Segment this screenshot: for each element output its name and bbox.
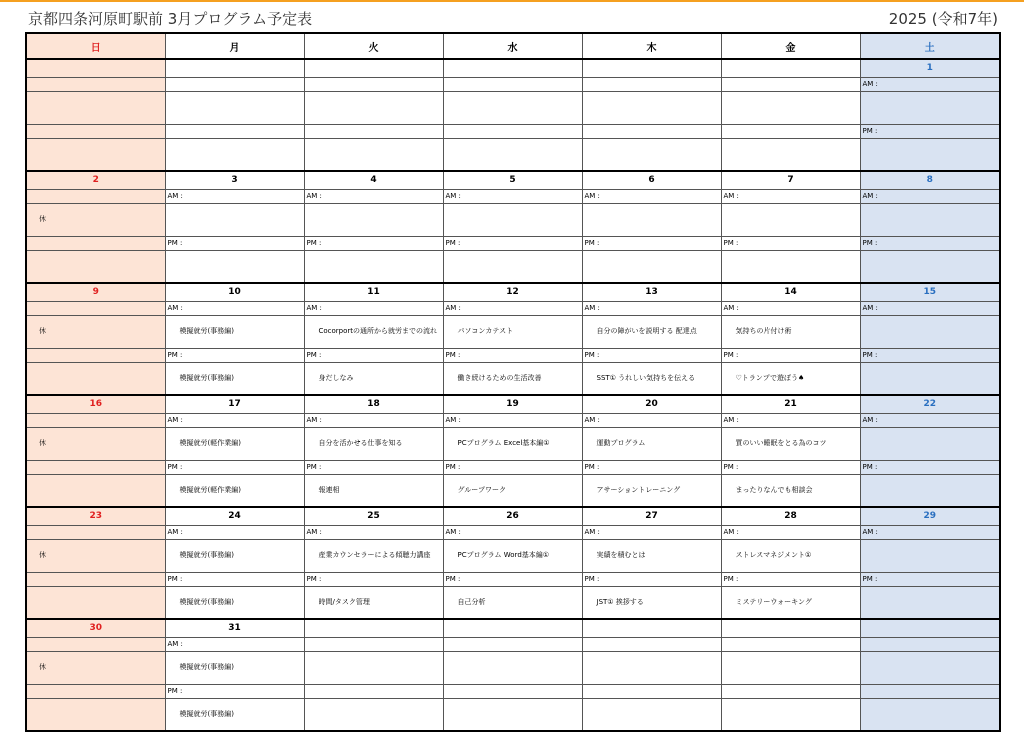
week-4-amlab-row (26, 413, 1000, 427)
pm-program (860, 698, 1000, 731)
am-label: AM : (860, 189, 1000, 203)
pm-label (304, 684, 443, 698)
week-1-amlab-row (26, 77, 1000, 91)
am-label (26, 301, 165, 315)
week-6-date-row (26, 619, 1000, 637)
date-cell: 28 (721, 507, 860, 525)
pm-program: 報連相 (304, 474, 443, 507)
date-cell: 15 (860, 283, 1000, 301)
am-program (582, 203, 721, 236)
week-6-am-row (26, 651, 1000, 684)
pm-program (443, 698, 582, 731)
am-program: 模擬就労(事務編) (165, 315, 304, 348)
am-label: AM : (443, 525, 582, 539)
week-6-pm-row (26, 698, 1000, 731)
pm-label (26, 684, 165, 698)
week-3-pm-row (26, 362, 1000, 395)
am-program (721, 91, 860, 124)
date-cell: 13 (582, 283, 721, 301)
am-label: AM : (582, 413, 721, 427)
am-label (304, 77, 443, 91)
pm-label: PM : (304, 572, 443, 586)
date-cell: 17 (165, 395, 304, 413)
am-label: AM : (860, 301, 1000, 315)
pm-program: アサーショントレーニング (582, 474, 721, 507)
date-cell (443, 619, 582, 637)
am-label: AM : (443, 189, 582, 203)
pm-program (26, 250, 165, 283)
pm-label: PM : (721, 572, 860, 586)
date-cell (304, 619, 443, 637)
week-3-date-row (26, 283, 1000, 301)
pm-label: PM : (443, 348, 582, 362)
pm-program (721, 138, 860, 171)
date-cell: 23 (26, 507, 165, 525)
am-program (304, 91, 443, 124)
pm-program: ♡トランプで遊ぼう♠ (721, 362, 860, 395)
week-4-pmlab-row (26, 460, 1000, 474)
pm-label: PM : (582, 572, 721, 586)
week-5-am-row (26, 539, 1000, 572)
weekday-header-mon: 月 (165, 33, 304, 59)
pm-program (582, 250, 721, 283)
pm-program (860, 586, 1000, 619)
pm-program: 模擬就労(事務編) (165, 698, 304, 731)
pm-program (26, 698, 165, 731)
date-cell: 10 (165, 283, 304, 301)
am-label: AM : (582, 525, 721, 539)
am-program (721, 203, 860, 236)
am-program (860, 539, 1000, 572)
pm-program: 模擬就労(事務編) (165, 586, 304, 619)
am-label: AM : (721, 413, 860, 427)
am-program: 気持ちの片付け術 (721, 315, 860, 348)
date-cell: 4 (304, 171, 443, 189)
am-program: PCプログラム Excel基本編① (443, 427, 582, 460)
am-label (26, 77, 165, 91)
am-label (26, 525, 165, 539)
week-2-pmlab-row (26, 236, 1000, 250)
am-label: AM : (165, 637, 304, 651)
pm-label: PM : (443, 236, 582, 250)
pm-label: PM : (443, 460, 582, 474)
date-cell: 7 (721, 171, 860, 189)
am-label: AM : (165, 525, 304, 539)
date-cell: 31 (165, 619, 304, 637)
pm-label: PM : (721, 460, 860, 474)
date-cell: 8 (860, 171, 1000, 189)
pm-program: まったりなんでも相談会 (721, 474, 860, 507)
am-program: 実績を積むとは (582, 539, 721, 572)
am-label (721, 77, 860, 91)
pm-program (26, 362, 165, 395)
pm-label: PM : (165, 684, 304, 698)
calendar-body (26, 59, 1000, 731)
pm-label: PM : (165, 460, 304, 474)
week-5-pm-row (26, 586, 1000, 619)
week-1-pm-row (26, 138, 1000, 171)
week-2-amlab-row (26, 189, 1000, 203)
pm-program: ミステリーウォーキング (721, 586, 860, 619)
am-program (165, 91, 304, 124)
pm-label (721, 124, 860, 138)
am-label: AM : (165, 301, 304, 315)
date-cell (165, 59, 304, 77)
pm-label: PM : (165, 348, 304, 362)
pm-label: PM : (721, 236, 860, 250)
week-1-pmlab-row (26, 124, 1000, 138)
pm-program (26, 474, 165, 507)
pm-program (165, 250, 304, 283)
page-header (28, 6, 998, 30)
am-program (443, 651, 582, 684)
week-4-pm-row (26, 474, 1000, 507)
date-cell: 27 (582, 507, 721, 525)
am-program: PCプログラム Word基本編① (443, 539, 582, 572)
pm-program (165, 138, 304, 171)
pm-label: PM : (443, 572, 582, 586)
date-cell: 29 (860, 507, 1000, 525)
am-label (582, 637, 721, 651)
am-program: パソコンカテスト (443, 315, 582, 348)
pm-label: PM : (721, 348, 860, 362)
am-label (443, 77, 582, 91)
pm-label: PM : (860, 236, 1000, 250)
am-program: 運動プログラム (582, 427, 721, 460)
pm-program: グループワーク (443, 474, 582, 507)
holiday-label: 休 (26, 539, 165, 572)
am-program: 模擬就労(軽作業編) (165, 427, 304, 460)
am-program: 自分の障がいを説明する 配達点 (582, 315, 721, 348)
weekday-header-fri: 金 (721, 33, 860, 59)
am-program (860, 203, 1000, 236)
weekday-header-tue: 火 (304, 33, 443, 59)
pm-label: PM : (304, 348, 443, 362)
pm-label (443, 684, 582, 698)
pm-label (26, 124, 165, 138)
schedule-calendar (25, 32, 1001, 732)
weekday-header-wed: 水 (443, 33, 582, 59)
week-2-date-row (26, 171, 1000, 189)
year-label: 2025 (令和7年) (888, 10, 998, 28)
pm-program (26, 586, 165, 619)
am-program: Cocorportの通所から就労までの流れ (304, 315, 443, 348)
page-title: 京都四条河原町駅前 3月プログラム予定表 (28, 10, 313, 28)
pm-program: 働き続けるための生活改善 (443, 362, 582, 395)
holiday-label: 休 (26, 203, 165, 236)
pm-program (304, 698, 443, 731)
pm-program: 時間/タスク管理 (304, 586, 443, 619)
am-label: AM : (165, 413, 304, 427)
am-label: AM : (721, 301, 860, 315)
pm-program (443, 250, 582, 283)
date-cell: 16 (26, 395, 165, 413)
pm-program: 模擬就労(軽作業編) (165, 474, 304, 507)
pm-label (443, 124, 582, 138)
week-5-date-row (26, 507, 1000, 525)
date-cell: 14 (721, 283, 860, 301)
am-label (443, 637, 582, 651)
date-cell: 19 (443, 395, 582, 413)
week-6-amlab-row (26, 637, 1000, 651)
pm-program: SST① うれしい気持ちを伝える (582, 362, 721, 395)
week-6-pmlab-row (26, 684, 1000, 698)
holiday-label: 休 (26, 651, 165, 684)
am-label: AM : (304, 301, 443, 315)
pm-label (582, 684, 721, 698)
date-cell: 22 (860, 395, 1000, 413)
date-cell: 5 (443, 171, 582, 189)
pm-label (26, 572, 165, 586)
date-cell: 11 (304, 283, 443, 301)
pm-label: PM : (165, 572, 304, 586)
weekday-header-thu: 木 (582, 33, 721, 59)
am-program: 自分を活かせる仕事を知る (304, 427, 443, 460)
pm-label (304, 124, 443, 138)
am-program (304, 203, 443, 236)
am-program (165, 203, 304, 236)
pm-program: 自己分析 (443, 586, 582, 619)
pm-label (26, 236, 165, 250)
pm-program (443, 138, 582, 171)
pm-program (860, 250, 1000, 283)
am-program (721, 651, 860, 684)
am-label: AM : (721, 189, 860, 203)
am-label (26, 189, 165, 203)
am-program (582, 651, 721, 684)
pm-label: PM : (860, 572, 1000, 586)
pm-program (304, 138, 443, 171)
am-program (860, 315, 1000, 348)
pm-program (860, 474, 1000, 507)
date-cell: 30 (26, 619, 165, 637)
pm-label (582, 124, 721, 138)
am-label: AM : (860, 77, 1000, 91)
date-cell (304, 59, 443, 77)
date-cell: 12 (443, 283, 582, 301)
date-cell: 25 (304, 507, 443, 525)
week-1-am-row (26, 91, 1000, 124)
pm-program: 模擬就労(事務編) (165, 362, 304, 395)
am-label (582, 77, 721, 91)
week-3-amlab-row (26, 301, 1000, 315)
date-cell: 3 (165, 171, 304, 189)
am-label (26, 413, 165, 427)
am-label (721, 637, 860, 651)
week-3-pmlab-row (26, 348, 1000, 362)
date-cell: 24 (165, 507, 304, 525)
date-cell: 18 (304, 395, 443, 413)
date-cell: 9 (26, 283, 165, 301)
am-label: AM : (443, 413, 582, 427)
date-cell: 26 (443, 507, 582, 525)
am-program (26, 91, 165, 124)
week-2-pm-row (26, 250, 1000, 283)
pm-label (26, 348, 165, 362)
date-cell (860, 619, 1000, 637)
am-program (443, 91, 582, 124)
date-cell (26, 59, 165, 77)
date-cell (443, 59, 582, 77)
date-cell: 21 (721, 395, 860, 413)
am-program (443, 203, 582, 236)
date-cell (721, 619, 860, 637)
pm-label: PM : (582, 348, 721, 362)
top-accent-bar (0, 0, 1024, 2)
weekday-header-sun: 日 (26, 33, 165, 59)
am-program (860, 651, 1000, 684)
pm-program (582, 698, 721, 731)
pm-label (165, 124, 304, 138)
pm-program (721, 698, 860, 731)
week-1-date-row (26, 59, 1000, 77)
pm-label: PM : (860, 460, 1000, 474)
am-label: AM : (304, 413, 443, 427)
week-4-date-row (26, 395, 1000, 413)
pm-label (721, 684, 860, 698)
pm-program (721, 250, 860, 283)
pm-program (582, 138, 721, 171)
pm-program (860, 362, 1000, 395)
am-label: AM : (165, 189, 304, 203)
week-5-pmlab-row (26, 572, 1000, 586)
pm-label: PM : (582, 236, 721, 250)
pm-label: PM : (582, 460, 721, 474)
date-cell: 6 (582, 171, 721, 189)
am-label: AM : (443, 301, 582, 315)
pm-label: PM : (304, 460, 443, 474)
am-program: ストレスマネジメント① (721, 539, 860, 572)
am-program (860, 427, 1000, 460)
am-program: 模擬就労(事務編) (165, 651, 304, 684)
date-cell: 20 (582, 395, 721, 413)
pm-program: 身だしなみ (304, 362, 443, 395)
pm-program (304, 250, 443, 283)
pm-program (26, 138, 165, 171)
pm-label: PM : (304, 236, 443, 250)
holiday-label: 休 (26, 315, 165, 348)
pm-label: PM : (165, 236, 304, 250)
pm-label: PM : (860, 124, 1000, 138)
am-label: AM : (304, 189, 443, 203)
week-5-amlab-row (26, 525, 1000, 539)
am-label: AM : (304, 525, 443, 539)
am-label (165, 77, 304, 91)
holiday-label: 休 (26, 427, 165, 460)
week-3-am-row (26, 315, 1000, 348)
pm-program: JST① 挨拶する (582, 586, 721, 619)
week-4-am-row (26, 427, 1000, 460)
date-cell: 1 (860, 59, 1000, 77)
am-label: AM : (582, 301, 721, 315)
am-label (860, 637, 1000, 651)
pm-program (860, 138, 1000, 171)
pm-label: PM : (860, 348, 1000, 362)
am-program: 質のいい睡眠をとる為のコツ (721, 427, 860, 460)
weekday-header-sat: 土 (860, 33, 1000, 59)
date-cell (582, 59, 721, 77)
weekday-header-row (26, 33, 1000, 59)
am-program: 産業カウンセラーによる傾聴力講座 (304, 539, 443, 572)
date-cell (721, 59, 860, 77)
am-label: AM : (860, 413, 1000, 427)
am-label: AM : (721, 525, 860, 539)
pm-label (26, 460, 165, 474)
am-program: 模擬就労(事務編) (165, 539, 304, 572)
am-label (304, 637, 443, 651)
am-program (860, 91, 1000, 124)
am-program (582, 91, 721, 124)
date-cell: 2 (26, 171, 165, 189)
am-label: AM : (582, 189, 721, 203)
pm-label (860, 684, 1000, 698)
am-label: AM : (860, 525, 1000, 539)
am-program (304, 651, 443, 684)
date-cell (582, 619, 721, 637)
am-label (26, 637, 165, 651)
week-2-am-row (26, 203, 1000, 236)
